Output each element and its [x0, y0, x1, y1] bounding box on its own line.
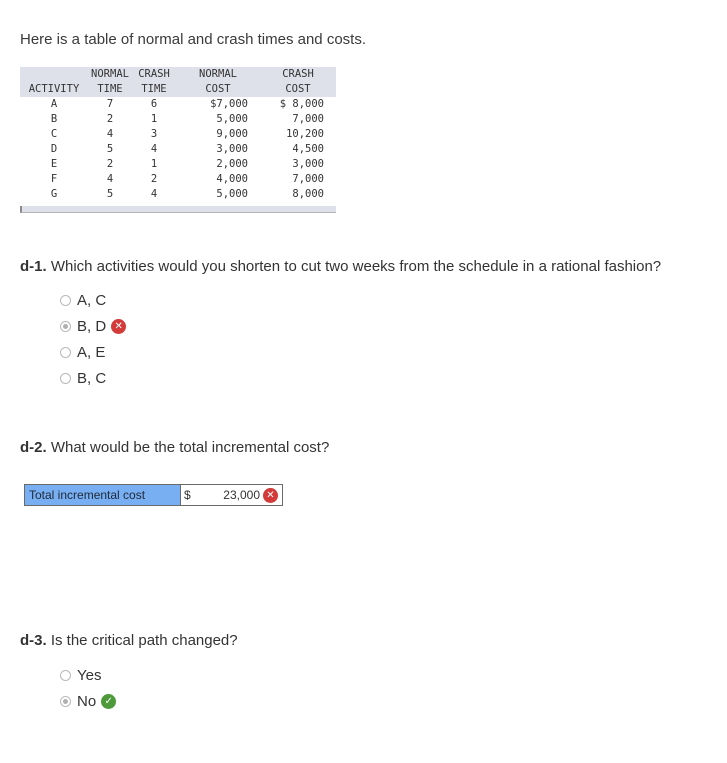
intro-text: Here is a table of normal and crash times and costs. [20, 31, 366, 48]
radio-button[interactable] [60, 373, 71, 384]
cell-crash-cost: 7,000 [292, 113, 324, 125]
header-activity: ACTIVITY [20, 82, 88, 97]
radio-button[interactable] [60, 321, 71, 332]
cell-activity: C [50, 128, 58, 140]
table-row [20, 127, 336, 142]
table-row [20, 157, 336, 172]
d1-option[interactable] [60, 290, 106, 310]
cell-activity: G [50, 188, 58, 200]
d1-option-label: B, C [77, 369, 107, 387]
header-normal-cost-line1: NORMAL [176, 67, 260, 82]
incorrect-icon: ✕ [263, 488, 278, 503]
table-row [20, 112, 336, 127]
d1-option[interactable] [60, 368, 106, 388]
cell-crash-cost: 10,200 [286, 128, 324, 140]
cell-activity: B [50, 113, 58, 125]
d1-option-label: A, E [77, 343, 106, 361]
radio-button[interactable] [60, 347, 71, 358]
currency-symbol: $ [184, 488, 191, 502]
cell-crash-time: 1 [150, 158, 158, 170]
cell-normal-time: 5 [106, 143, 114, 155]
radio-button[interactable] [60, 696, 71, 707]
cell-normal-time: 4 [106, 128, 114, 140]
table-row [20, 97, 336, 112]
table-body [20, 97, 336, 202]
table-row [20, 172, 336, 187]
cell-crash-time: 4 [150, 143, 158, 155]
question-d2-number: d-2. [20, 439, 47, 456]
cell-normal-time: 4 [106, 173, 114, 185]
incremental-cost-label: Total incremental cost [24, 484, 181, 506]
header-crash-time-line2: TIME [132, 82, 176, 97]
cell-activity: E [50, 158, 58, 170]
question-d1-number: d-1. [20, 258, 47, 275]
cell-normal-cost: 5,000 [216, 188, 248, 200]
d1-option-label: A, C [77, 291, 107, 309]
question-d1-text: Which activities would you shorten to cut two weeks from the schedule in a rational fashion? [46, 258, 662, 275]
cell-normal-cost: 4,000 [216, 173, 248, 185]
d3-option-label: Yes [77, 666, 102, 684]
cell-normal-cost: 3,000 [216, 143, 248, 155]
radio-button[interactable] [60, 670, 71, 681]
question-d2 [20, 439, 329, 456]
cell-normal-time: 7 [106, 98, 114, 110]
d1-option[interactable] [60, 342, 105, 362]
cost-table [20, 67, 336, 202]
cell-activity: D [50, 143, 58, 155]
cell-crash-cost: 8,000 [292, 188, 324, 200]
incremental-cost-value: 23,000 [223, 488, 260, 502]
table-row [20, 142, 336, 157]
table-row [20, 187, 336, 202]
d1-option-label: B, D [77, 317, 107, 335]
header-normal-time-line2: TIME [88, 82, 132, 97]
cell-crash-cost: 7,000 [292, 173, 324, 185]
correct-icon: ✓ [101, 694, 116, 709]
cost-table-container [20, 67, 336, 213]
question-d2-text: What would be the total incremental cost? [46, 439, 330, 456]
d3-option-label: No [77, 692, 97, 710]
incremental-cost-row [24, 484, 283, 506]
question-d3-number: d-3. [20, 632, 47, 649]
header-crash-cost-line2: COST [260, 82, 336, 97]
incorrect-icon: ✕ [111, 319, 126, 334]
cell-activity: A [50, 98, 58, 110]
cell-crash-time: 3 [150, 128, 158, 140]
cell-activity: F [50, 173, 58, 185]
cell-normal-cost: $7,000 [210, 98, 248, 110]
cell-normal-cost: 5,000 [216, 113, 248, 125]
cell-crash-cost: 4,500 [292, 143, 324, 155]
header-crash-time-line1: CRASH [132, 67, 176, 82]
header-normal-cost-line2: COST [176, 82, 260, 97]
header-activity-spacer [20, 67, 88, 82]
d3-option[interactable] [60, 665, 101, 685]
cell-normal-time: 5 [106, 188, 114, 200]
table-header-row-2 [20, 82, 336, 97]
cell-normal-cost: 2,000 [216, 158, 248, 170]
cell-crash-cost: 3,000 [292, 158, 324, 170]
cell-crash-time: 6 [150, 98, 158, 110]
question-d1 [20, 258, 661, 275]
cell-crash-cost: $ 8,000 [279, 98, 324, 110]
cell-crash-time: 4 [150, 188, 158, 200]
d3-option[interactable] [60, 691, 116, 711]
header-crash-cost-line1: CRASH [260, 67, 336, 82]
question-d3-text: Is the critical path changed? [46, 632, 238, 649]
cell-crash-time: 1 [150, 113, 158, 125]
cell-normal-cost: 9,000 [216, 128, 248, 140]
table-scrollbar[interactable] [20, 206, 336, 213]
question-d3 [20, 632, 238, 649]
cell-normal-time: 2 [106, 158, 114, 170]
cell-normal-time: 2 [106, 113, 114, 125]
radio-button[interactable] [60, 295, 71, 306]
header-normal-time-line1: NORMAL [88, 67, 132, 82]
incremental-cost-input[interactable] [181, 484, 283, 506]
table-header-row-1 [20, 67, 336, 82]
cell-crash-time: 2 [150, 173, 158, 185]
d1-option[interactable] [60, 316, 126, 336]
